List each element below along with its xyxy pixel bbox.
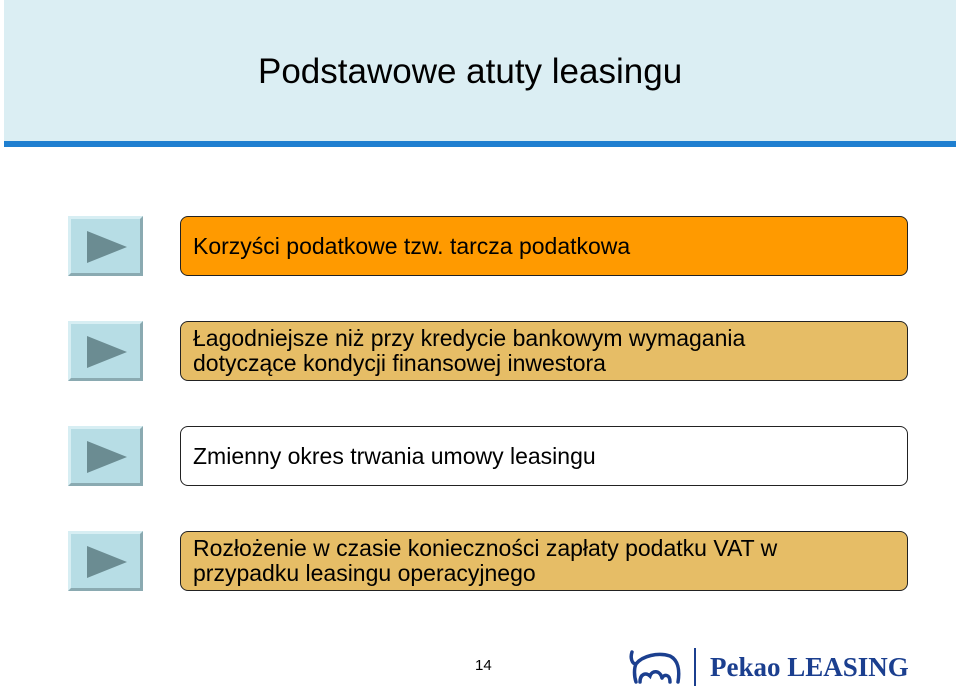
play-button-1[interactable] [68,216,143,276]
benefit-box-3 [180,426,908,486]
slide-title: Podstawowe atuty leasingu [258,52,683,91]
play-icon [87,441,127,473]
logo-text: Pekao LEASING [710,651,909,682]
play-icon [87,231,127,263]
benefit-box-4 [180,531,908,591]
page-number: 14 [475,657,492,674]
play-button-2[interactable] [68,321,143,381]
benefit-text: Korzyści podatkowe tzw. tarcza podatkowa [193,232,631,259]
benefit-text: dotyczące kondycji finansowej inwestora [193,350,606,376]
play-icon [87,336,127,368]
benefit-text: przypadku leasingu operacyjnego [193,560,536,586]
logo-divider [694,648,696,686]
benefit-box-1 [180,216,908,276]
benefit-text: Zmienny okres trwania umowy leasingu [193,442,596,469]
play-button-4[interactable] [68,531,143,591]
benefit-box-2 [180,321,908,381]
benefit-text: Łagodniejsze niż przy kredycie bankowym wymagania [193,325,746,351]
play-icon [87,546,127,578]
play-button-3[interactable] [68,426,143,486]
bison-icon [628,648,682,686]
pekao-leasing-logo [628,648,909,686]
benefit-text: Rozłożenie w czasie konieczności zapłaty podatku VAT w [193,535,778,561]
title-divider [4,141,956,147]
